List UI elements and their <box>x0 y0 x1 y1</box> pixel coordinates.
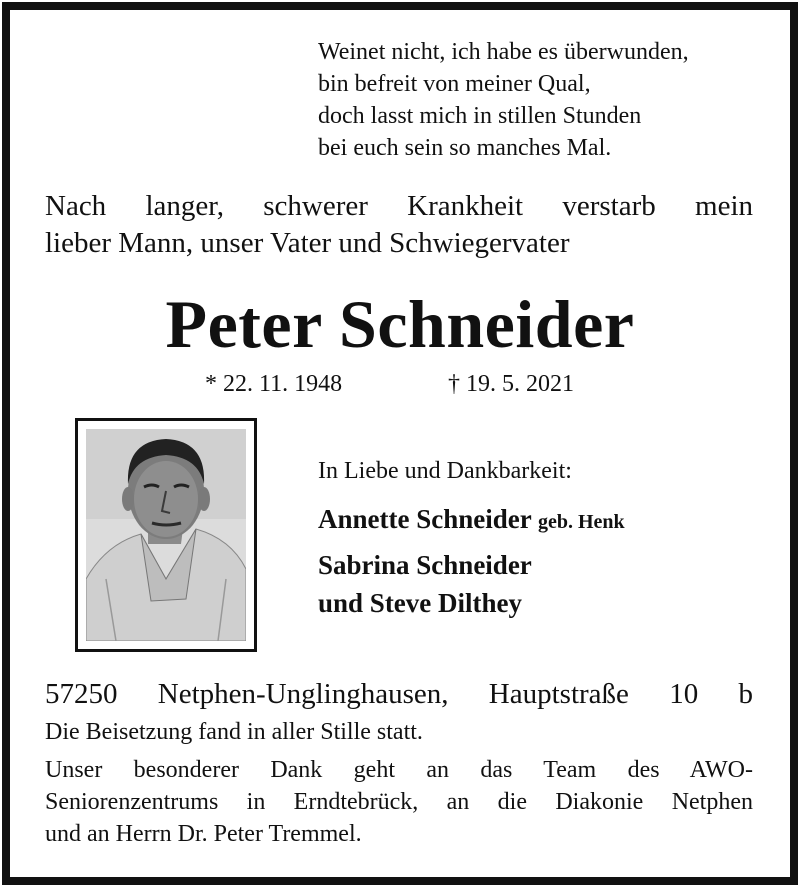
poem-line: doch lasst mich in stillen Stunden <box>318 103 642 129</box>
family-intro: In Liebe und Dankbarkeit: <box>318 458 572 484</box>
mourner-wife <box>318 500 625 541</box>
address-line: 57250 Netphen-Unglinghausen, Hauptstraße 10 b <box>45 678 753 710</box>
death-date: † 19. 5. 2021 <box>448 371 574 397</box>
poem-line: bin befreit von meiner Qual, <box>318 71 591 97</box>
poem-verse <box>318 36 689 164</box>
burial-notice: Die Beisetzung fand in aller Stille statt. <box>45 719 423 745</box>
poem-line: bei euch sein so manches Mal. <box>318 135 612 161</box>
mourner-daughter: Sabrina Schneider <box>318 550 532 580</box>
thanks-line: Seniorenzentrums in Erndtebrück, an die Diakonie Netphen <box>45 789 753 815</box>
portrait-photo <box>86 429 246 641</box>
portrait-illustration <box>86 429 246 641</box>
deceased-name: Peter Schneider <box>165 286 635 362</box>
thanks-line: Unser besonderer Dank geht an das Team des AWO- <box>45 757 753 783</box>
poem-line: Weinet nicht, ich habe es überwunden, <box>318 39 689 65</box>
mourner-name: Annette Schneider <box>318 504 532 534</box>
portrait-photo-frame <box>75 418 257 652</box>
announcement-line: lieber Mann, unser Vater und Schwiegervater <box>45 227 570 259</box>
thanks-line: und an Herrn Dr. Peter Tremmel. <box>45 821 362 847</box>
announcement-line: Nach langer, schwerer Krankheit verstarb mein <box>45 190 753 222</box>
thanks-notice <box>45 754 753 850</box>
death-announcement <box>45 188 753 262</box>
maiden-name: geb. Henk <box>538 511 625 533</box>
mourner-son-in-law: und Steve Dilthey <box>318 588 523 618</box>
birth-date: * 22. 11. 1948 <box>205 371 343 397</box>
